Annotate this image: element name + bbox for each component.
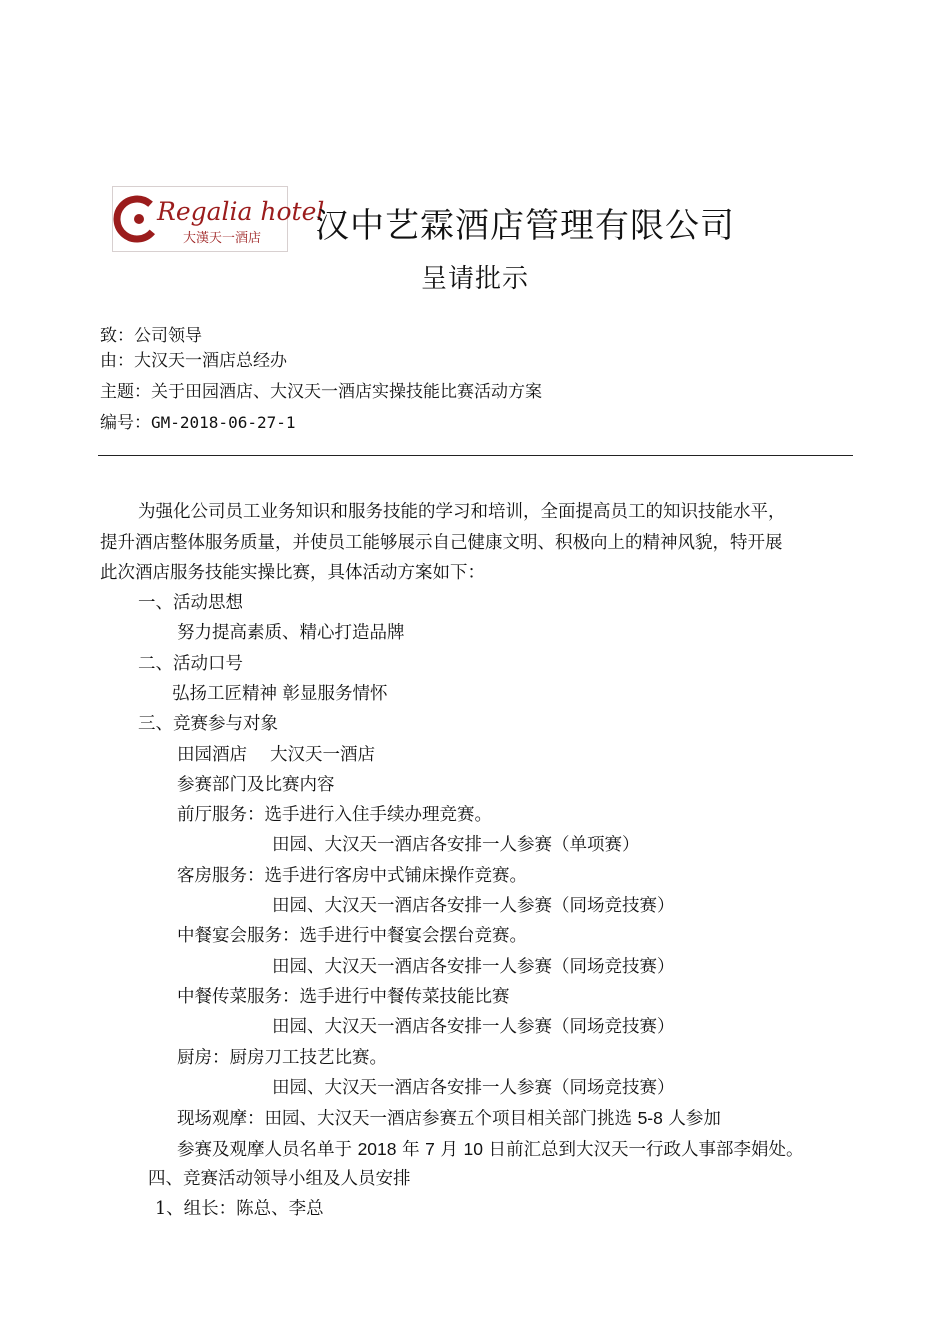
- logo-mark-icon: [113, 187, 325, 251]
- deadline-text-a: 参赛及观摩人员名单于: [177, 1140, 358, 1160]
- document-title: 呈请批示: [420, 264, 529, 294]
- item-serving-note: 田园、大汉天一酒店各安排一人参赛（同场竞技赛）: [272, 1017, 675, 1037]
- deadline-day: 10: [463, 1139, 483, 1159]
- item-housekeeping-note: 田园、大汉天一酒店各安排一人参赛（同场竞技赛）: [272, 896, 675, 916]
- item-front-desk-note: 田园、大汉天一酒店各安排一人参赛（单项赛）: [272, 835, 640, 855]
- item-banquet: 中餐宴会服务：选手进行中餐宴会摆台竞赛。: [177, 926, 527, 946]
- section-1-title: 一、活动思想: [138, 593, 243, 613]
- deadline-year: 2018: [357, 1139, 397, 1159]
- meta-subject: [100, 377, 542, 402]
- deadline-text-c: 年: [396, 1140, 426, 1160]
- hotel-logo: [112, 186, 325, 252]
- deadline-text-g: 日前汇总到大汉天一行政人事部李娟处。: [482, 1140, 804, 1160]
- deadline-month: 7: [425, 1139, 435, 1159]
- meta-to-label: 致：: [100, 326, 134, 346]
- section-4-item-1: 1、组长：陈总、李总: [155, 1199, 324, 1219]
- section-3-title: 三、竞赛参与对象: [138, 714, 278, 734]
- intro-line-3: 此次酒店服务技能实操比赛，具体活动方案如下：: [100, 563, 485, 583]
- meta-to-value: 公司领导: [134, 326, 202, 346]
- meta-number: [100, 408, 296, 433]
- logo-script-text: Regalia hotel: [157, 197, 325, 226]
- section-2-title: 二、活动口号: [138, 654, 243, 674]
- meta-from: [100, 346, 287, 371]
- meta-from-label: 由：: [100, 351, 134, 371]
- meta-number-value: GM-2018-06-27-1: [151, 413, 296, 432]
- section-3-dept: 参赛部门及比赛内容: [177, 775, 335, 795]
- section-2-text: 弘扬工匠精神 彰显服务情怀: [172, 684, 388, 704]
- item-front-desk: 前厅服务：选手进行入住手续办理竞赛。: [177, 805, 492, 825]
- meta-subject-label: 主题：: [100, 382, 151, 402]
- section-1-text: 努力提高素质、精心打造品牌: [177, 623, 405, 643]
- meta-subject-value: 关于田园酒店、大汉天一酒店实操技能比赛活动方案: [151, 382, 542, 402]
- deadline-text-e: 月: [434, 1140, 464, 1160]
- observation-count: 5-8: [637, 1108, 663, 1128]
- item-serving: 中餐传菜服务：选手进行中餐传菜技能比赛: [177, 987, 510, 1007]
- item-housekeeping: 客房服务：选手进行客房中式铺床操作竞赛。: [177, 866, 527, 886]
- section-3-hotels: 田园酒店 大汉天一酒店: [177, 745, 376, 765]
- item-banquet-note: 田园、大汉天一酒店各安排一人参赛（同场竞技赛）: [272, 957, 675, 977]
- deadline-line: [177, 1137, 804, 1162]
- intro-line-2: 提升酒店整体服务质量，并使员工能够展示自己健康文明、积极向上的精神风貌，特开展: [100, 533, 783, 553]
- logo-sub-text: 大漢天一酒店: [183, 231, 262, 246]
- item-kitchen: 厨房：厨房刀工技艺比赛。: [177, 1048, 387, 1068]
- company-name: 汉中艺霖酒店管理有限公司: [315, 206, 735, 246]
- header-divider: [98, 455, 853, 456]
- observation-text-a: 现场观摩：田园、大汉天一酒店参赛五个项目相关部门挑选: [177, 1109, 638, 1129]
- observation-text-c: 人参加: [662, 1109, 721, 1129]
- observation-line: [177, 1106, 721, 1131]
- meta-from-value: 大汉天一酒店总经办: [134, 351, 287, 371]
- meta-number-label: 编号：: [100, 413, 151, 433]
- meta-to: [100, 321, 202, 346]
- item-kitchen-note: 田园、大汉天一酒店各安排一人参赛（同场竞技赛）: [272, 1078, 675, 1098]
- intro-line-1: 为强化公司员工业务知识和服务技能的学习和培训，全面提高员工的知识技能水平，: [138, 502, 786, 522]
- section-4-title: 四、竞赛活动领导小组及人员安排: [148, 1169, 411, 1189]
